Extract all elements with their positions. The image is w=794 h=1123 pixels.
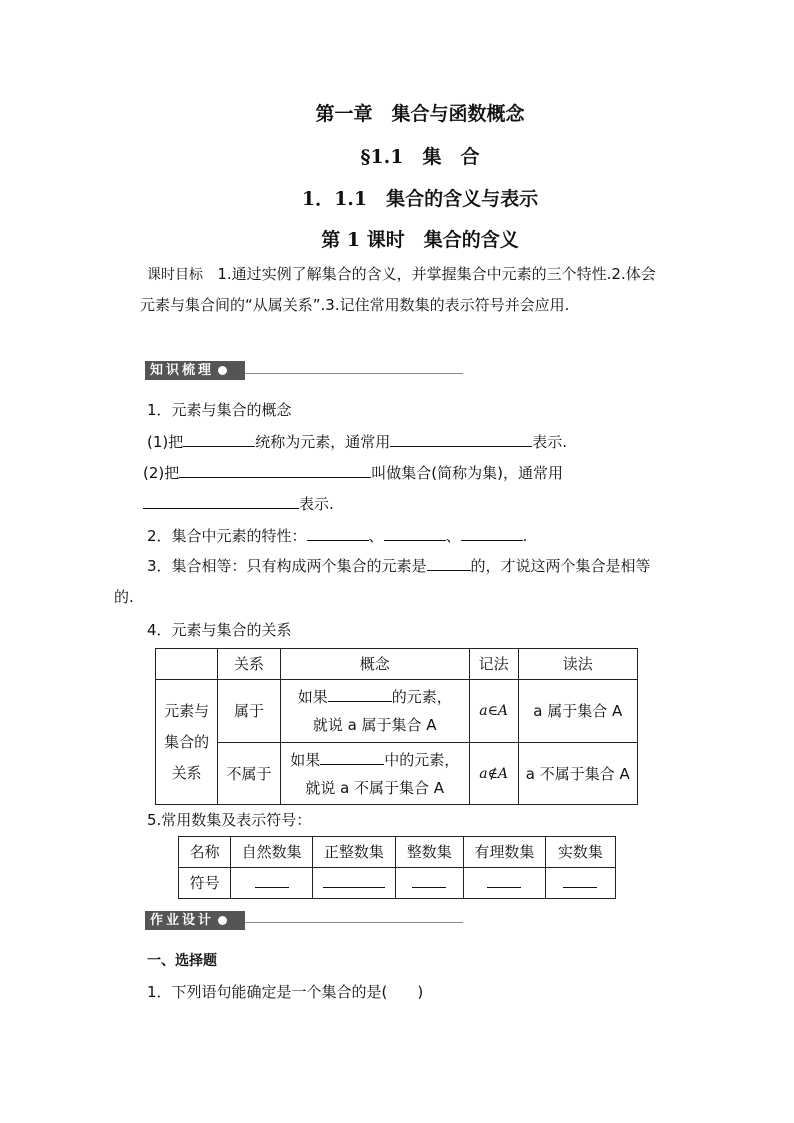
goals-text-2: 元素与集合间的“从属关系”.3.记住常用数集的表示符号并会应用. [140, 296, 570, 314]
concept-cell [280, 743, 469, 805]
notation-cell: a∉A [469, 743, 518, 805]
item-1-2-a: (2)把 [143, 464, 180, 482]
concept-cell [280, 680, 469, 743]
concept-line-2: 就说 a 属于集合 A [312, 716, 437, 734]
table-header: 读法 [518, 649, 638, 680]
numset-header: 正整数集 [313, 837, 396, 868]
item-3-cont: 的. [114, 588, 134, 606]
reading-cell: a 属于集合 A [518, 680, 638, 743]
item-2-end: . [522, 527, 528, 545]
numset-row-label: 符号 [179, 868, 231, 899]
item-5: 5.常用数集及表示符号： [147, 811, 312, 829]
fill-blank[interactable] [307, 526, 369, 541]
numset-cell [313, 868, 396, 899]
table-header: 关系 [218, 649, 280, 680]
row-label-line: 关系 [171, 763, 202, 782]
numset-cell [545, 868, 615, 899]
item-3-b: 的，才说这两个集合是相等 [470, 557, 651, 575]
fill-blank[interactable] [143, 494, 299, 509]
fill-blank[interactable] [461, 526, 523, 541]
item-1: 1．元素与集合的概念 [147, 401, 292, 419]
dot-icon [218, 366, 227, 375]
fill-blank[interactable] [328, 687, 392, 702]
fill-blank[interactable] [183, 432, 255, 447]
numset-header: 自然数集 [231, 837, 313, 868]
table-header: 记法 [469, 649, 518, 680]
chapter-title: 第一章 集合与函数概念 [315, 103, 525, 125]
section-title: §1.1 集 合 [360, 146, 480, 168]
item-1-2-c: 表示. [299, 495, 334, 513]
goals-text-1: 1.通过实例了解集合的含义，并掌握集合中元素的三个特性.2.体会 [217, 265, 656, 283]
concept-text: 如果 [297, 688, 328, 706]
fill-blank[interactable] [427, 556, 471, 571]
numset-header: 有理数集 [463, 837, 545, 868]
fill-blank[interactable] [563, 873, 597, 888]
lesson-title: 第 1 课时 集合的含义 [321, 229, 519, 251]
fill-blank[interactable] [320, 750, 384, 765]
item-1-1-b: 统称为元素，通常用 [255, 433, 391, 451]
item-1-2-cont [143, 494, 334, 514]
table-header: 概念 [280, 649, 469, 680]
item-1-2-b: 叫做集合(简称为集)，通常用 [371, 464, 563, 482]
fill-blank[interactable] [412, 873, 446, 888]
relation-table [155, 648, 638, 805]
numset-header: 名称 [179, 837, 231, 868]
part-heading: 一、选择题 [147, 953, 217, 969]
item-1-1-a: (1)把 [147, 433, 184, 451]
concept-line-2: 就说 a 不属于集合 A [305, 778, 445, 797]
item-3-a: 3．集合相等：只有构成两个集合的元素是 [147, 557, 427, 575]
numset-cell [463, 868, 545, 899]
numset-cell [231, 868, 313, 899]
item-3 [147, 556, 651, 576]
goals-label: 课时目标 [147, 267, 203, 283]
item-2-sep: 、 [445, 527, 461, 545]
fill-blank[interactable] [179, 463, 371, 478]
goals-line-1 [147, 264, 656, 285]
relation-name: 属于 [218, 680, 280, 743]
knowledge-rule [245, 373, 463, 374]
homework-tag-label: 作业设计 [150, 913, 215, 928]
row-label-cell [156, 680, 218, 805]
numset-cell [395, 868, 463, 899]
item-1-2 [143, 463, 563, 483]
fill-blank[interactable] [255, 873, 289, 888]
row-label-line: 元素与 [164, 701, 210, 720]
table-cell [156, 649, 218, 680]
fill-blank[interactable] [390, 432, 532, 447]
item-2-sep: 、 [368, 527, 384, 545]
numset-header: 实数集 [545, 837, 615, 868]
question-1: 1．下列语句能确定是一个集合的是( ) [147, 983, 424, 1001]
fill-blank[interactable] [323, 873, 385, 888]
item-1-1 [147, 432, 567, 452]
reading-cell: a 不属于集合 A [518, 743, 638, 805]
subsection-title: 1．1.1 集合的含义与表示 [301, 188, 539, 210]
concept-line-1 [281, 683, 469, 711]
concept-text: 中的元素， [384, 750, 460, 769]
row-label-line: 集合的 [164, 732, 210, 751]
dot-icon [218, 916, 227, 925]
concept-text: 如果 [290, 750, 321, 769]
knowledge-tag [145, 361, 245, 380]
relation-name: 不属于 [218, 743, 280, 805]
homework-tag [145, 911, 245, 930]
homework-rule [245, 922, 463, 923]
concept-line-1 [281, 746, 469, 774]
item-4: 4．元素与集合的关系 [147, 621, 292, 639]
item-1-1-c: 表示. [532, 433, 568, 451]
notation-cell: a∈A [469, 680, 518, 743]
item-2-a: 2．集合中元素的特性： [147, 527, 307, 545]
numset-table [178, 836, 616, 899]
concept-text: 的元素， [391, 688, 452, 706]
fill-blank[interactable] [384, 526, 446, 541]
fill-blank[interactable] [487, 873, 521, 888]
item-2 [147, 526, 527, 546]
numset-header: 整数集 [395, 837, 463, 868]
knowledge-tag-label: 知识梳理 [150, 363, 215, 378]
